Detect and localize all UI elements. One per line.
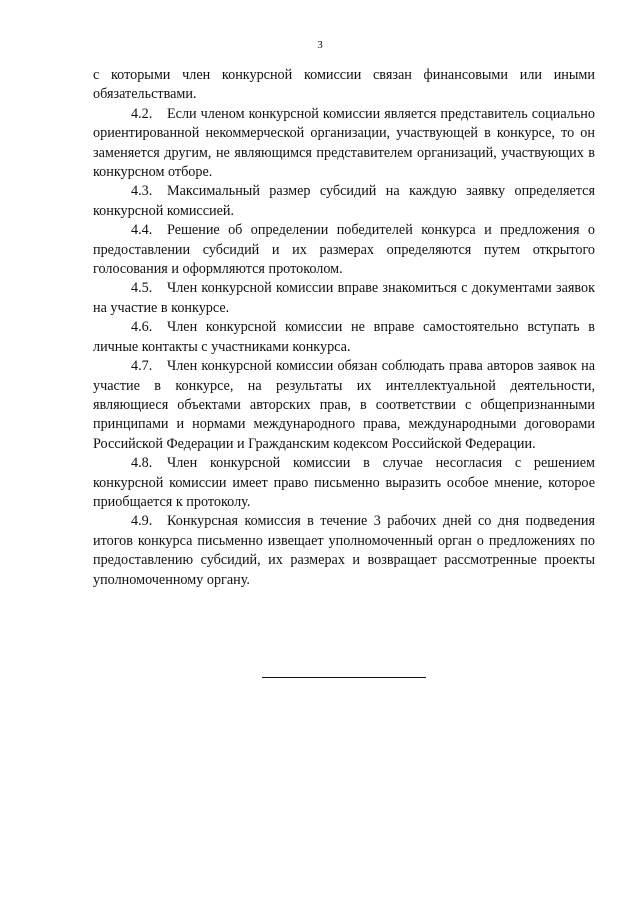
- paragraph-4-2: [93, 105, 595, 183]
- paragraph-text: Член конкурсной комиссии не вправе самостоятельно вступать в личные контакты с участниками конкурса.: [93, 319, 595, 355]
- paragraph-number: 4.4.: [131, 222, 153, 239]
- paragraph-4-6: [93, 318, 595, 357]
- paragraph-number: 4.9.: [131, 513, 153, 530]
- paragraph-4-4: [93, 221, 595, 279]
- paragraph-number: 4.2.: [131, 105, 153, 122]
- page-number: 3: [317, 39, 323, 51]
- paragraph-4-3: [93, 182, 595, 221]
- paragraph-number: 4.7.: [131, 358, 153, 375]
- paragraph-text: Если членом конкурсной комиссии является представитель социально ориентированной некоммерческой организации, участвующей в конкурсе, то он заменяется другим, не являющимся представителем организаций, участвующих в конкурсном отборе.: [93, 105, 595, 181]
- paragraph-4-5: [93, 279, 595, 318]
- paragraph-4-7: [93, 357, 595, 454]
- end-of-document-line: [262, 677, 426, 678]
- paragraph-continuation: [93, 66, 595, 105]
- paragraph-number: 4.8.: [131, 455, 153, 472]
- paragraph-text: с которыми член конкурсной комиссии связан финансовыми или иными обязательствами.: [93, 67, 595, 103]
- paragraph-text: Конкурсная комиссия в течение 3 рабочих дней со дня подведения итогов конкурса письменно извещает уполномоченный орган о предложениях по предоставлению субсидий, их размерах и возвращает рассмотренные проекты уполномоченному органу.: [93, 513, 595, 588]
- paragraph-4-8: [93, 454, 595, 512]
- document-body: [93, 66, 595, 590]
- paragraph-number: 4.5.: [131, 280, 153, 297]
- paragraph-text: Член конкурсной комиссии обязан соблюдать права авторов заявок на участие в конкурсе, на результаты их интеллектуальной деятельности, являющиеся объектами авторских прав, в соответствии с общепризнанными принципами и нормами международного права, международными договорами Российской Федерации и Гражданским кодексом Российской Федерации.: [93, 358, 595, 452]
- paragraph-text: Решение об определении победителей конкурса и предложения о предоставлении субсидий и их размерах определяются путем открытого голосования и оформляются протоколом.: [93, 222, 595, 278]
- paragraph-text: Максимальный размер субсидий на каждую заявку определяется конкурсной комиссией.: [93, 183, 595, 219]
- paragraph-4-9: [93, 512, 595, 590]
- paragraph-text: Член конкурсной комиссии в случае несогласия с решением конкурсной комиссии имеет право письменно выразить особое мнение, которое приобщается к протоколу.: [93, 455, 595, 510]
- paragraph-number: 4.3.: [131, 183, 153, 200]
- paragraph-text: Член конкурсной комиссии вправе знакомиться с документами заявок на участие в конкурсе.: [93, 280, 595, 316]
- paragraph-number: 4.6.: [131, 319, 153, 336]
